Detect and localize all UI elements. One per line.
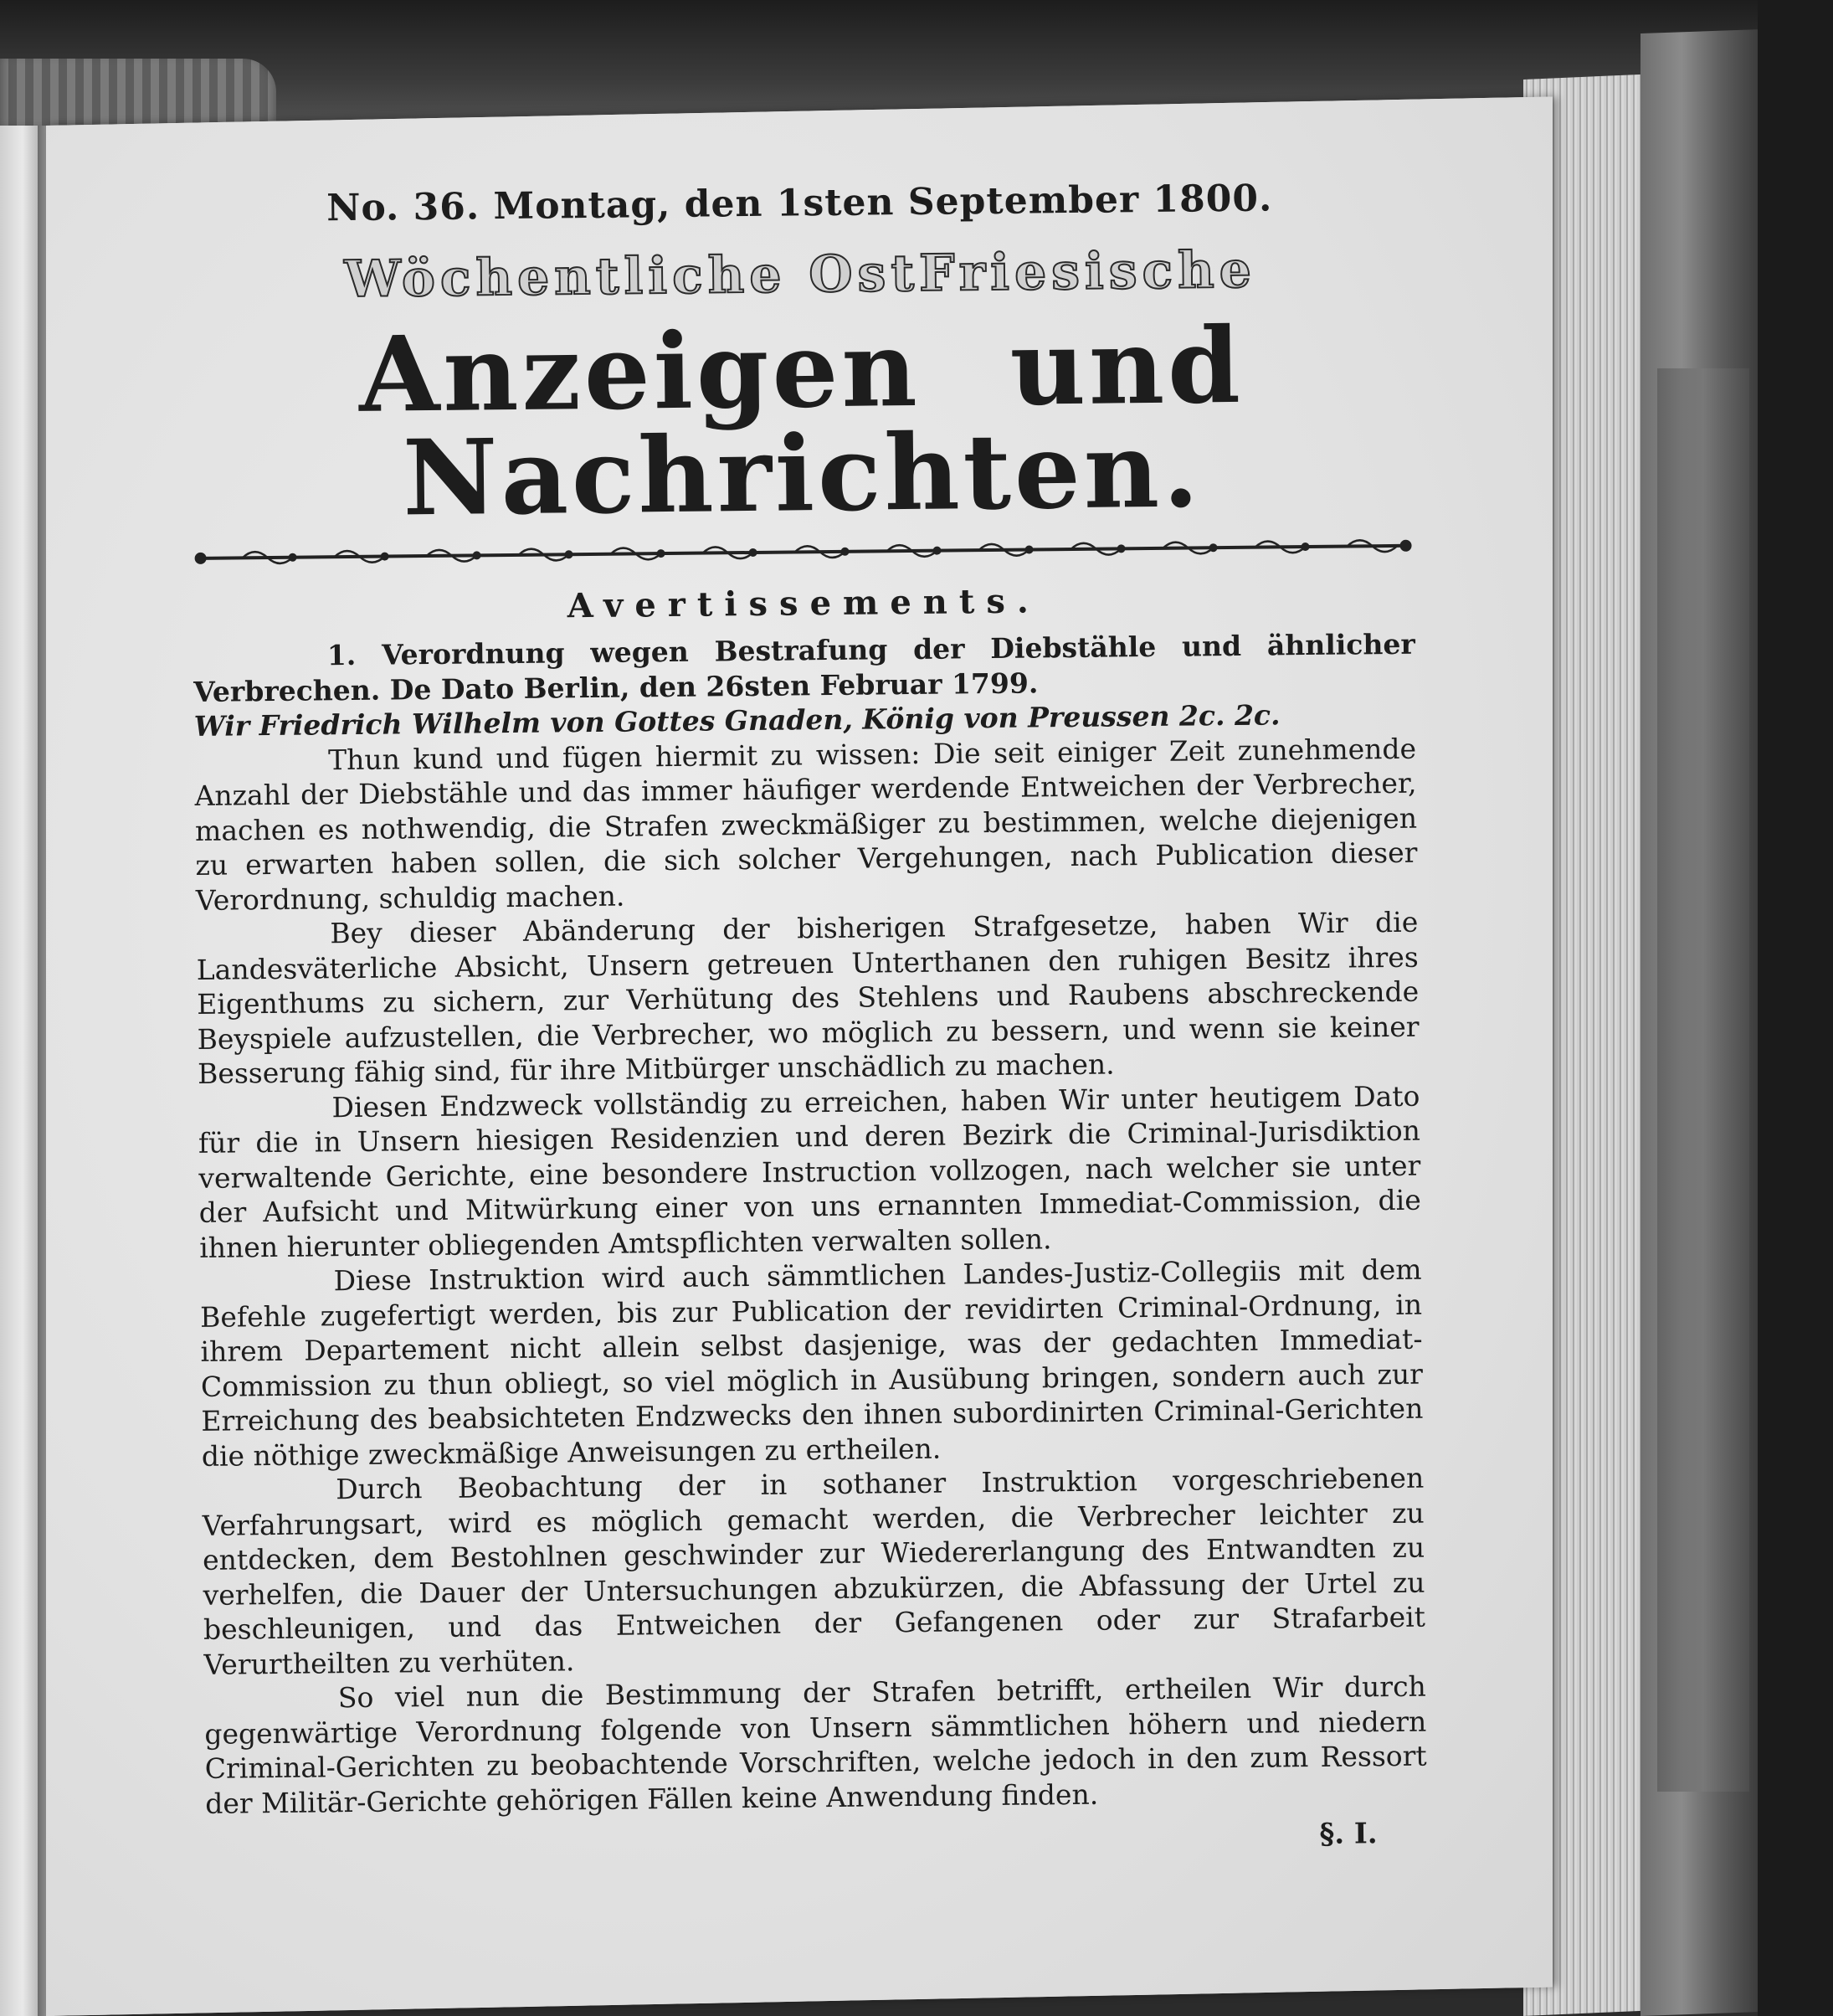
ornamental-rule [192, 529, 1414, 575]
body-paragraph: So viel nun die Bestimmung der Strafen betrifft, ertheilen Wir durch gegenwärtige Verordnung folgende von Unsern sämmtlichen höhern und niedern Criminal-Gerichten zu beobachtende Vorschriften, welche jedoch in den zum Ressort der Militär-Gerichte gehörigen Fällen keine Anwendung finden. [204, 1669, 1427, 1820]
ordinance-title: 1. Verordnung wegen Bestrafung der Diebstähle und ähnlicher Verbrechen. De Dato Berlin, den 26sten Februar 1799. [193, 627, 1415, 708]
left-page-edge [0, 126, 38, 2016]
body-paragraph: Bey dieser Abänderung der bisherigen Strafgesetze, haben Wir die Landesväterliche Absicht, Unsern getreuen Unterthanen den ruhigen Besitz ihres Eigenthums zu sichern, zur Verhütung des Stehlens und Raubens abschreckende Beyspiele aufzustellen, die Verbrecher, wo möglich zu bessern, und wenn sie keiner Besserung fähig sind, für ihre Mitbürger unschädlich zu machen. [196, 905, 1420, 1090]
section-mark: §. I. [1319, 1817, 1378, 1851]
issue-line: No. 36. Montag, den 1sten September 1800. [326, 177, 1273, 230]
newspaper-title: Anzeigen und Nachrichten. [358, 305, 1245, 540]
cover-shade [1657, 368, 1749, 1792]
body-paragraph: Diesen Endzweck vollständig zu erreichen, haben Wir unter heutigem Dato für die in Unsern hiesigen Residenzien und deren Bezirk die Criminal-Jurisdiktion verwaltende Gerichte, eine besondere Instruction vollzogen, nach welcher sie unter der Aufsicht und Mitwürkung einer von uns ernannten Immediat-Commission, die ihnen hierunter obliegenden Amtspflichten verwalten sollen. [198, 1079, 1421, 1264]
body-paragraph: Diese Instruktion wird auch sämmtlichen Landes-Justiz-Collegiis mit dem Befehle zugefertigt werden, bis zur Publication der revidirten Criminal-Ordnung, in ihrem Departement nicht allein selbst dasjenige, was der gedachten Immediat-Commission zu thun obliegt, so viel möglich in Ausübung bringen, sondern auch zur Erreichung des beabsichteten Endzwecks den ihnen subordinirten Criminal-Gerichten die nöthige zweckmäßige Anweisungen zu ertheilen. [199, 1252, 1424, 1473]
background-right [1758, 0, 1833, 2016]
page-content [188, 176, 1428, 1863]
body-paragraph: Thun kund und fügen hiermit zu wissen: Die seit einiger Zeit zunehmende Anzahl der Diebstähle und das immer häufiger werdende Entweichen der Verbrecher, machen es nothwendig, die Strafen zweckmäßiger zu bestimmen, welche diejenigen zu erwarten haben sollen, die sich solcher Vergehungen, nach Publication dieser Verordnung, schuldig machen. [194, 732, 1418, 917]
newspaper-pre-title: Wöchentliche OstFriesische [344, 240, 1257, 310]
body-paragraph: Durch Beobachtung der in sothaner Instruktion vorgeschriebenen Verfahrungsart, wird es möglich gemacht werden, die Verbrecher leichter zu entdecken, dem Bestohlnen geschwinder zur Wiedererlangung des Entwandten zu verhelfen, die Dauer der Untersuchungen abzukürzen, die Abfassung der Urtel zu beschleunigen, und das Entweichen der Gefangenen oder zur Strafarbeit Verurtheilten zu verhüten. [202, 1461, 1426, 1681]
royal-salutation: Wir Friedrich Wilhelm von Gottes Gnaden, König von Preussen 2c. 2c. [193, 698, 1281, 743]
section-heading: Avertissements. [567, 581, 1041, 626]
